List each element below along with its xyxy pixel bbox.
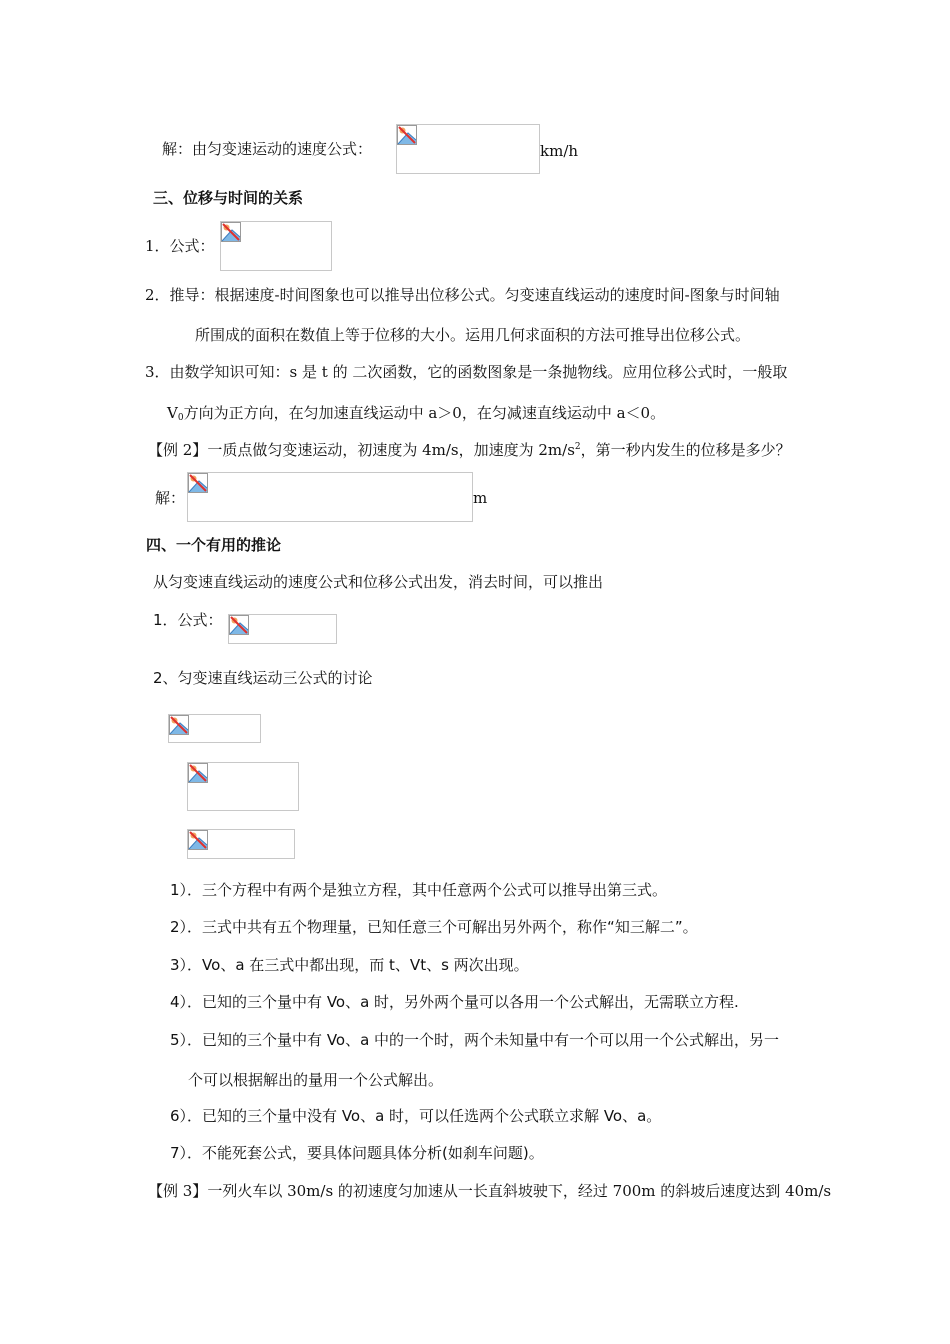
section-heading: 四、一个有用的推论 bbox=[146, 536, 282, 554]
broken-image-icon bbox=[229, 615, 249, 635]
example-text: 一列火车以 30m/s 的初速度匀加速从一长直斜坡驶下，经过 700m 的斜坡后速度达到 40m/s bbox=[207, 1182, 832, 1200]
formula-image bbox=[396, 124, 540, 174]
section-heading: 三、位移与时间的关系 bbox=[153, 189, 304, 207]
subscript: 0 bbox=[177, 413, 184, 423]
list-item: 4）．已知的三个量中有 Vo、a 时，另外两个量可以各用一个公式解出，无需联立方程. bbox=[170, 993, 739, 1011]
list-item: 1）．三个方程中有两个是独立方程，其中任意两个公式可以推导出第三式。 bbox=[170, 881, 668, 899]
example-text: 一质点做匀变速运动，初速度为 4m/s，加速度为 2m/s bbox=[207, 441, 575, 459]
example-tag: 【例 2】 bbox=[148, 441, 208, 459]
formula-image bbox=[187, 472, 473, 522]
formula-label: 1．公式： bbox=[145, 237, 215, 255]
unit-label: km/h bbox=[540, 142, 579, 160]
broken-image-icon bbox=[397, 125, 417, 145]
broken-image-icon bbox=[188, 473, 208, 493]
formula-image bbox=[228, 614, 337, 644]
formula-image bbox=[187, 829, 295, 859]
paragraph-text: 所围成的面积在数值上等于位移的大小。运用几何求面积的方法可推导出位移公式。 bbox=[195, 326, 751, 344]
solution-prefix: 解：由匀变速运动的速度公式： bbox=[162, 140, 373, 158]
list-item: 7）．不能死套公式，要具体问题具体分析(如刹车问题)。 bbox=[170, 1144, 544, 1162]
formula-image bbox=[168, 714, 261, 743]
list-item: 6）．已知的三个量中没有 Vo、a 时，可以任选两个公式联立求解 Vo、a。 bbox=[170, 1107, 662, 1125]
broken-image-icon bbox=[169, 715, 189, 735]
paragraph-text: V bbox=[167, 404, 178, 422]
formula-image bbox=[220, 221, 332, 271]
list-item: 2）．三式中共有五个物理量，已知任意三个可解出另外两个，称作“知三解二”。 bbox=[170, 918, 698, 936]
paragraph-text: 从匀变速直线运动的速度公式和位移公式出发，消去时间，可以推出 bbox=[153, 573, 604, 591]
superscript: 2 bbox=[574, 442, 581, 452]
broken-image-icon bbox=[188, 830, 208, 850]
list-item: 个可以根据解出的量用一个公式解出。 bbox=[188, 1071, 444, 1089]
paragraph-text: 方向为正方向，在匀加速直线运动中 a＞0，在匀减速直线运动中 a＜0。 bbox=[183, 404, 666, 422]
broken-image-icon bbox=[221, 222, 241, 242]
broken-image-icon bbox=[188, 763, 208, 783]
example-tag: 【例 3】 bbox=[148, 1182, 208, 1200]
formula-image bbox=[187, 762, 299, 811]
unit-label: m bbox=[473, 489, 488, 507]
example-text: ，第一秒内发生的位移是多少？ bbox=[580, 441, 791, 459]
solution-label: 解： bbox=[155, 489, 186, 507]
paragraph-text: 3．由数学知识可知：s 是 t 的 二次函数，它的函数图象是一条抛物线。应用位移公式时，一般取 bbox=[145, 363, 788, 381]
formula-label: 1．公式： bbox=[153, 611, 223, 629]
list-item: 5）．已知的三个量中有 Vo、a 中的一个时，两个未知量中有一个可以用一个公式解出，另一 bbox=[170, 1031, 780, 1049]
subsection-heading: 2、匀变速直线运动三公式的讨论 bbox=[153, 669, 373, 687]
paragraph-text: 2．推导：根据速度-时间图象也可以推导出位移公式。匀变速直线运动的速度时间-图象与时间轴 bbox=[145, 286, 780, 304]
list-item: 3）．Vo、a 在三式中都出现，而 t、Vt、s 两次出现。 bbox=[170, 956, 529, 974]
